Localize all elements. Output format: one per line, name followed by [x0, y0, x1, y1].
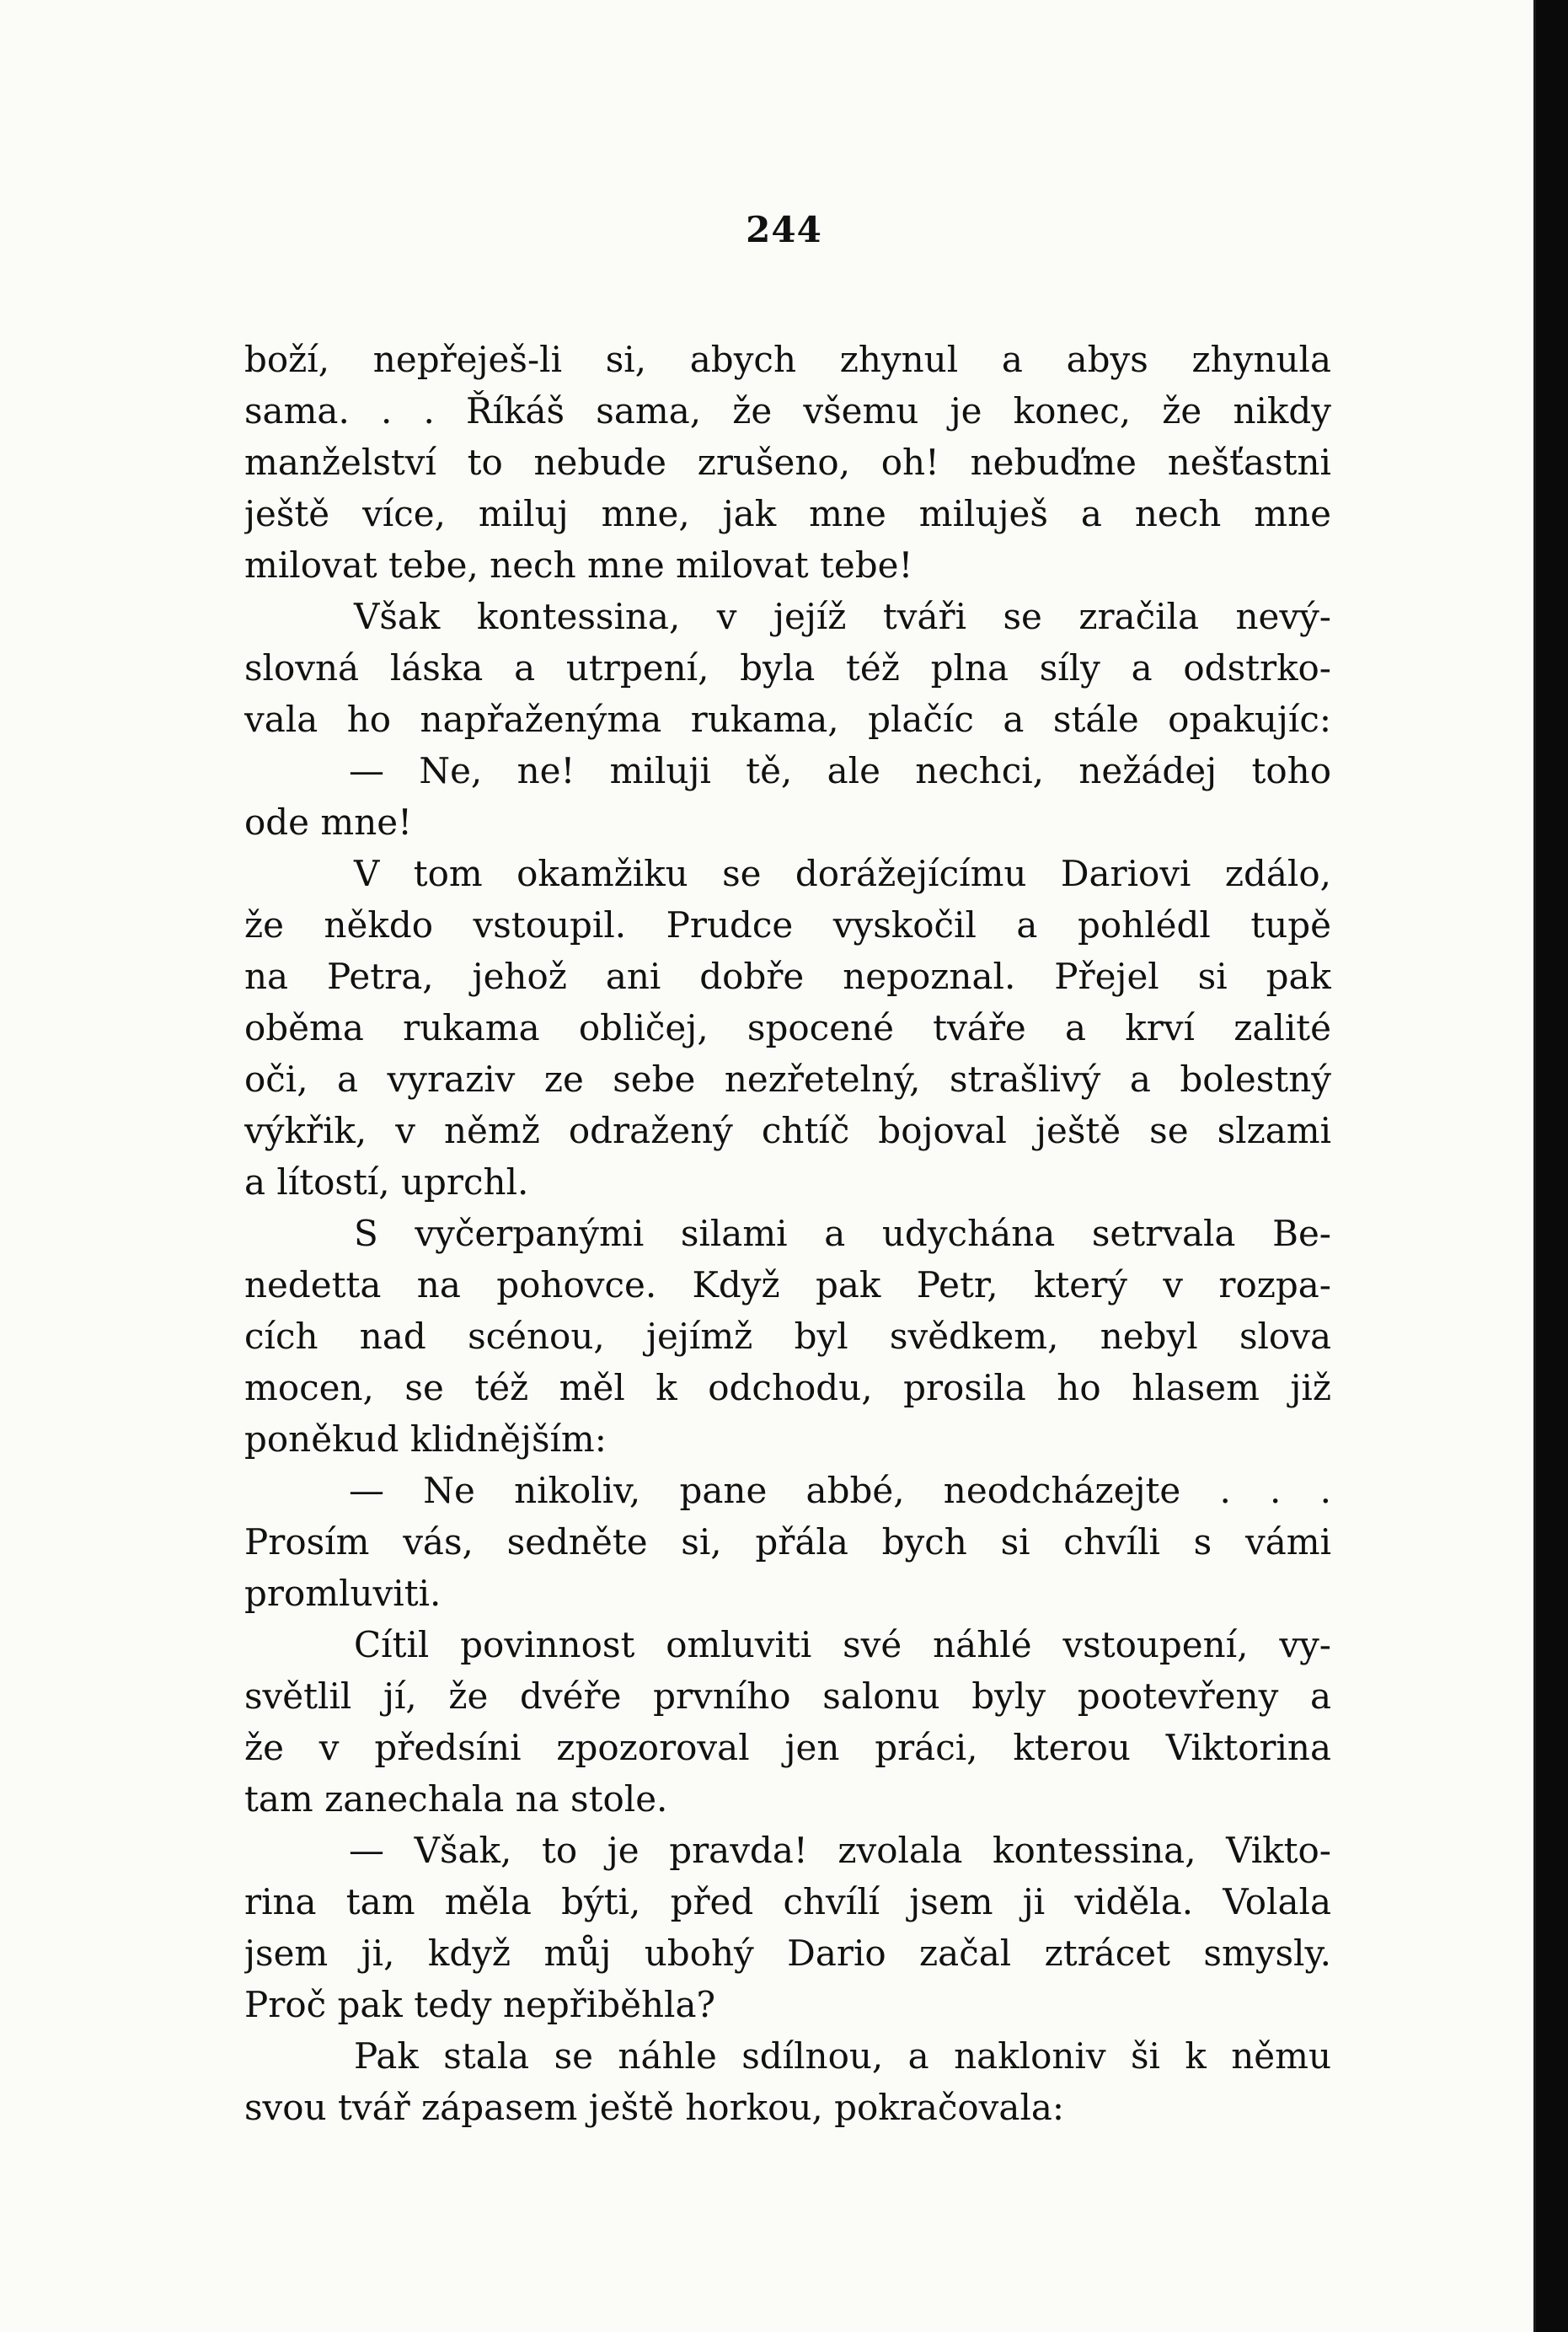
text-line: cích nad scénou, jejímž byl svědkem, nebyl slova [244, 1316, 1331, 1357]
text-line: milovat tebe, nech mne milovat tebe! [244, 544, 913, 586]
text-line: boží, nepřeješ-li si, abych zhynul a abys zhynula [244, 339, 1331, 380]
text-line: V tom okamžiku se dorážejícímu Dariovi zdálo, [354, 853, 1331, 894]
text-line: manželství to nebude zrušeno, oh! nebuďme nešťastni [244, 442, 1331, 483]
text-line: že někdo vstoupil. Prudce vyskočil a pohlédl tupě [244, 904, 1331, 946]
text-line: vala ho napřaženýma rukama, plačíc a stále opakujíc: [244, 699, 1331, 740]
text-line: Prosím vás, sedněte si, přála bych si chvíli s vámi [244, 1521, 1331, 1563]
text-line: mocen, se též měl k odchodu, prosila ho hlasem již [244, 1367, 1331, 1408]
text-line: promluviti. [244, 1573, 442, 1614]
text-line: S vyčerpanými silami a udychána setrvala Be- [354, 1213, 1331, 1254]
text-line: Pak stala se náhle sdílnou, a nakloniv ši k němu [354, 2035, 1331, 2077]
text-line: výkřik, v němž odražený chtíč bojoval ještě se slzami [244, 1110, 1331, 1151]
text-line: Však kontessina, v jejíž tváři se zračila nevý- [354, 596, 1331, 637]
text-line: — Ne nikoliv, pane abbé, neodcházejte . . . [349, 1470, 1331, 1511]
text-line: — Ne, ne! miluji tě, ale nechci, nežádej toho [349, 750, 1331, 791]
page-number: 244 [746, 209, 822, 250]
text-line: oči, a vyraziv ze sebe nezřetelný, strašlivý a bolestný [244, 1059, 1331, 1100]
text-line: svou tvář zápasem ještě horkou, pokračovala: [244, 2087, 1065, 2128]
text-line: jsem ji, když můj ubohý Dario začal ztrácet smysly. [244, 1933, 1331, 1974]
page-edge-shadow [1536, 0, 1568, 2332]
text-line: na Petra, jehož ani dobře nepoznal. Přejel si pak [244, 956, 1331, 997]
body-text [244, 334, 1331, 2133]
text-line: ode mne! [244, 801, 412, 843]
text-line: světlil jí, že dvéře prvního salonu byly pootevřeny a [244, 1675, 1331, 1717]
text-line: tam zanechala na stole. [244, 1778, 668, 1820]
text-line: a lítostí, uprchl. [244, 1161, 529, 1203]
text-line: — Však, to je pravda! zvolala kontessina, Vikto- [349, 1830, 1331, 1871]
text-line: nedetta na pohovce. Když pak Petr, který v rozpa- [244, 1264, 1331, 1305]
text-line: Proč pak tedy nepřiběhla? [244, 1984, 716, 2025]
text-line: rina tam měla býti, před chvílí jsem ji viděla. Volala [244, 1881, 1331, 1922]
text-line: ještě více, miluj mne, jak mne miluješ a nech mne [244, 493, 1331, 534]
text-line: oběma rukama obličej, spocené tváře a krví zalité [244, 1007, 1331, 1048]
text-line: Cítil povinnost omluviti své náhlé vstoupení, vy- [354, 1624, 1331, 1665]
text-line: že v předsíni zpozoroval jen práci, kterou Viktorina [244, 1727, 1331, 1768]
text-line: sama. . . Říkáš sama, že všemu je konec, že nikdy [244, 390, 1331, 432]
text-line: poněkud klidnějším: [244, 1418, 607, 1460]
text-line: slovná láska a utrpení, byla též plna síly a odstrko- [244, 647, 1331, 689]
